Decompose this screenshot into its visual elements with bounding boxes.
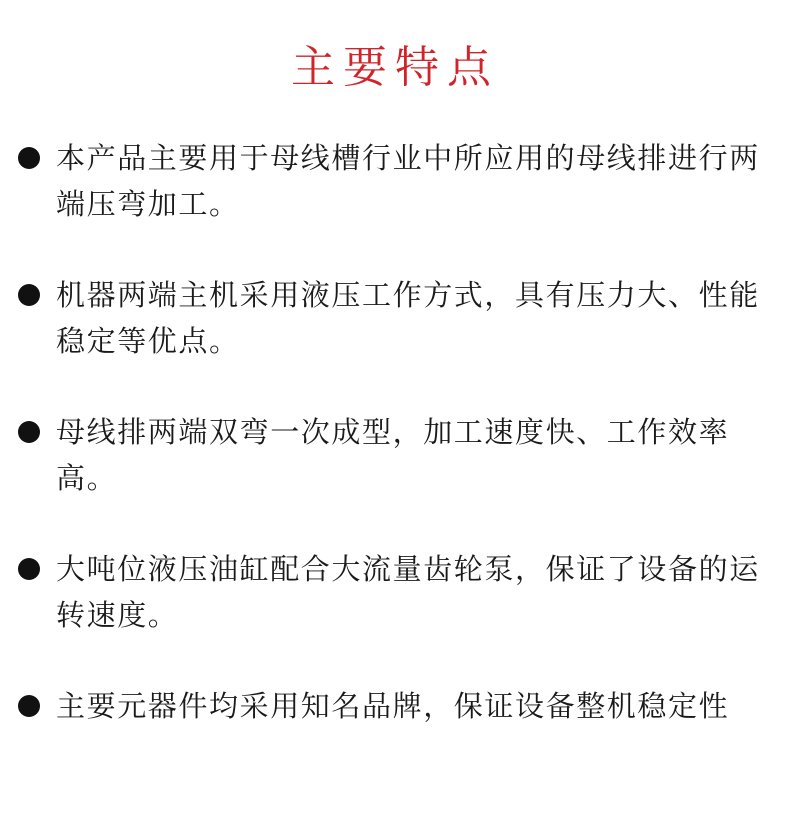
page-title: 主要特点 bbox=[291, 42, 499, 93]
bullet-dot-icon bbox=[18, 421, 40, 443]
feature-text: 机器两端主机采用液压工作方式，具有压力大、性能稳定等优点。 bbox=[56, 278, 760, 358]
bullet-dot-icon bbox=[18, 284, 40, 306]
feature-text: 母线排两端双弯一次成型，加工速度快、工作效率高。 bbox=[56, 415, 730, 495]
bullet-dot-icon bbox=[18, 147, 40, 169]
feature-text: 主要元器件均采用知名品牌，保证设备整机稳定性 bbox=[56, 689, 730, 723]
bullet-dot-icon bbox=[18, 695, 40, 717]
feature-text: 大吨位液压油缸配合大流量齿轮泵，保证了设备的运转速度。 bbox=[56, 552, 760, 632]
bullet-dot-icon bbox=[18, 558, 40, 580]
feature-text: 本产品主要用于母线槽行业中所应用的母线排进行两端压弯加工。 bbox=[56, 141, 760, 221]
